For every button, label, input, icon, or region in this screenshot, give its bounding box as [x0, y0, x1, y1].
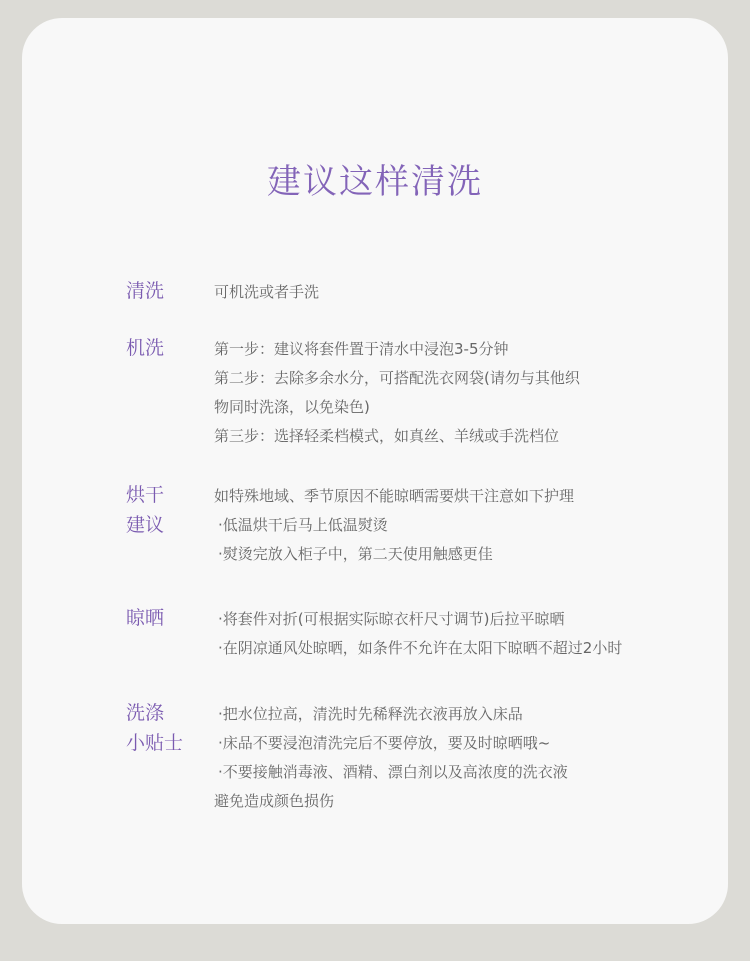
content-line: 第二步：去除多余水分，可搭配洗衣网袋(请勿与其他织 — [214, 369, 580, 387]
content-line: ·不要接触消毒液、酒精、漂白剂以及高浓度的洗衣液 — [218, 763, 568, 781]
content-line: 第三步：选择轻柔档模式，如真丝、羊绒或手洗档位 — [214, 427, 560, 445]
content-line: 如特殊地域、季节原因不能晾晒需要烘干注意如下护理 — [214, 487, 575, 505]
section-content — [214, 335, 708, 451]
section-label: 机洗 — [126, 337, 165, 359]
section-label: 晾晒 — [126, 607, 165, 629]
content-line: 可机洗或者手洗 — [214, 283, 320, 301]
page-title: 建议这样清洗 — [267, 162, 483, 202]
content-line: 物同时洗涤，以免染色) — [214, 398, 370, 416]
section-label: 烘干 建议 — [126, 484, 165, 536]
content-line: ·把水位拉高，清洗时先稀释洗衣液再放入床品 — [218, 705, 523, 723]
section-content — [214, 482, 708, 569]
content-line: ·将套件对折(可根据实际晾衣杆尺寸调节)后拉平晾晒 — [218, 610, 565, 628]
care-instructions-card — [22, 18, 728, 924]
content-line: ·在阴凉通风处晾晒，如条件不允许在太阳下晾晒不超过2小时 — [218, 639, 623, 657]
section-label: 洗涤 小贴士 — [126, 702, 184, 754]
content-line: 第一步：建议将套件置于清水中浸泡3-5分钟 — [214, 340, 509, 358]
content-line: ·熨烫完放入柜子中，第二天使用触感更佳 — [218, 545, 493, 563]
content-line: ·低温烘干后马上低温熨烫 — [218, 516, 388, 534]
content-line: ·床品不要浸泡清洗完后不要停放，要及时晾晒哦~ — [218, 734, 551, 752]
section-content — [214, 605, 708, 663]
section-label: 清洗 — [126, 280, 165, 302]
section-content — [214, 700, 708, 816]
content-line: 避免造成颜色损伤 — [214, 792, 335, 810]
section-content — [214, 278, 708, 307]
